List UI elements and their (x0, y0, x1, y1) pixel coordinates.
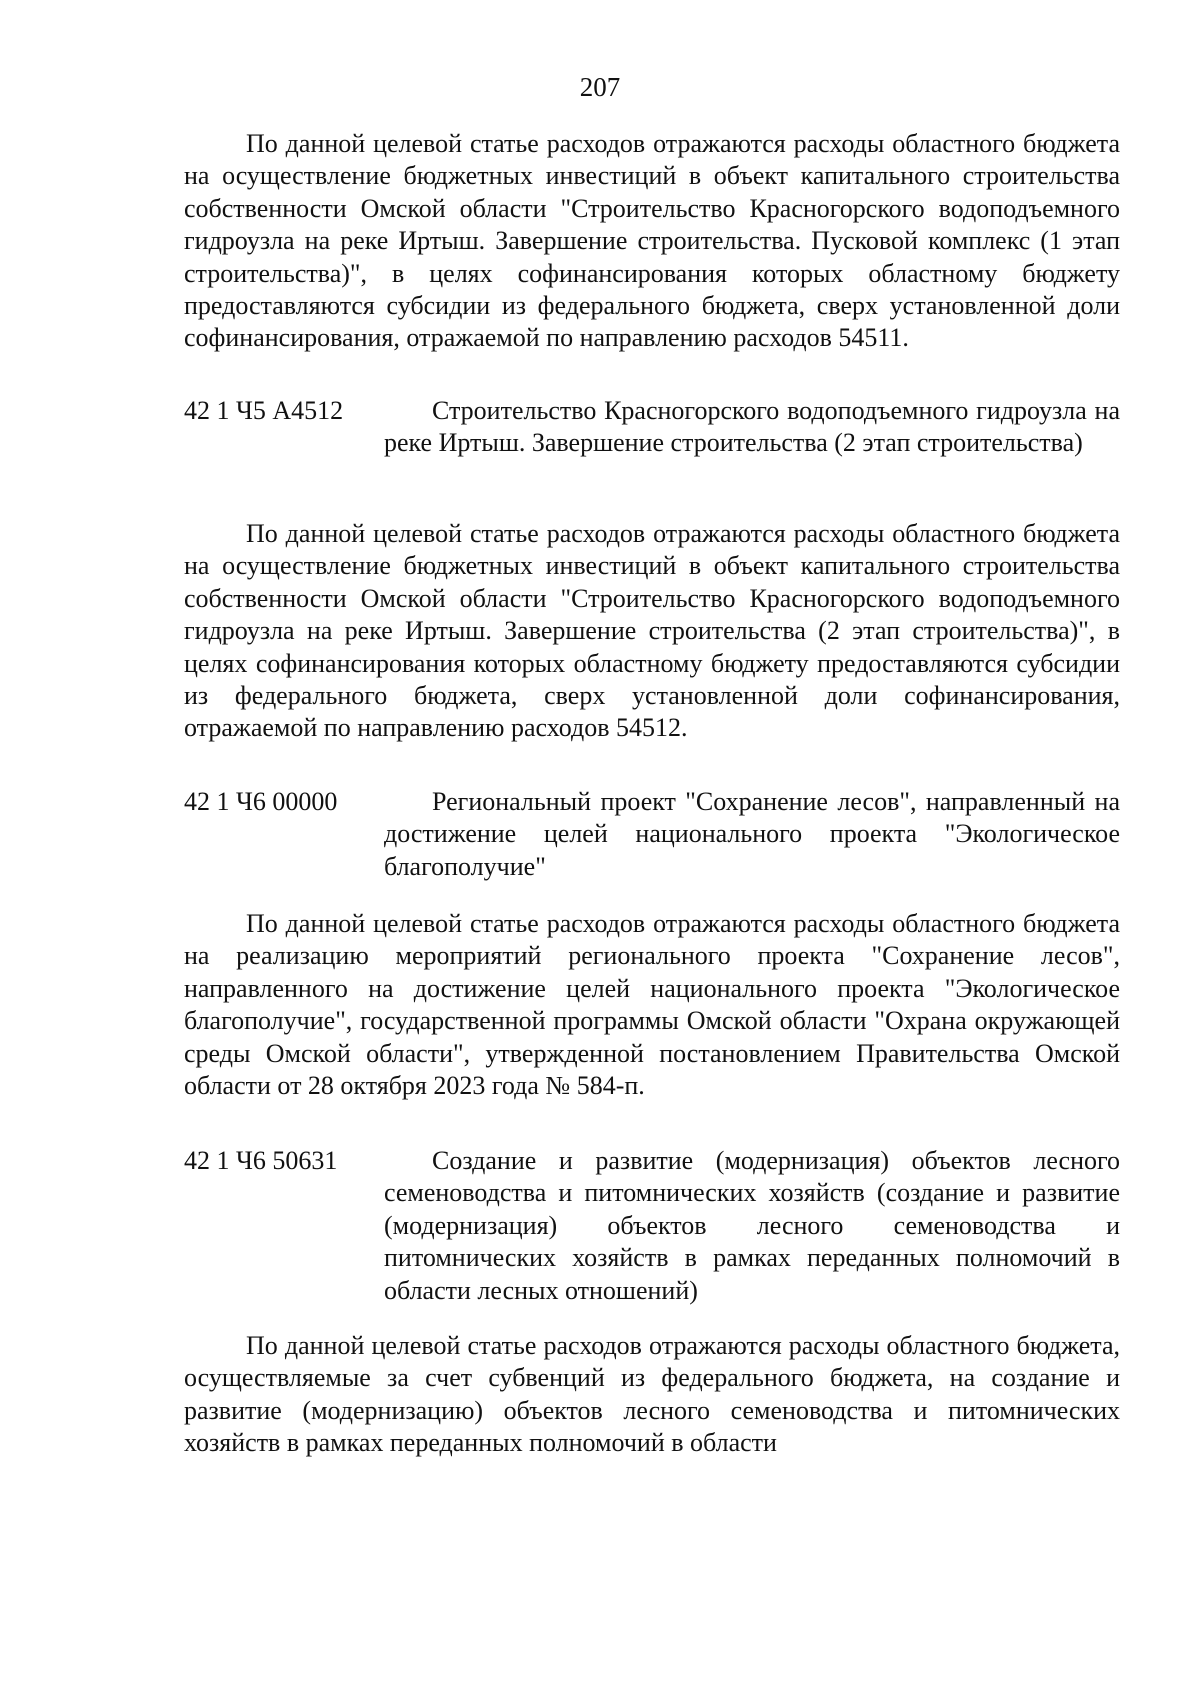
page-number: 207 (579, 72, 621, 102)
code-description: Строительство Красногорского водоподъемного гидроузла на реке Иртыш. Завершение строительства (2 этап строительства) (384, 396, 1120, 458)
code-description: Создание и развитие (модернизация) объектов лесного семеноводства и питомнических хозяйств (создание и развитие (модернизация) объектов лесного семеноводства и питомнических хозяйств в рамках переданных полномочий в области лесных отношений) (384, 1146, 1120, 1305)
budget-code: 42 1 Ч6 50631 (184, 1146, 338, 1175)
code-entry-1 (184, 395, 1120, 460)
code-entry-2 (184, 786, 1120, 883)
budget-code: 42 1 Ч5 А4512 (184, 396, 344, 425)
paragraph-2: По данной целевой статье расходов отражаются расходы областного бюджета на осуществление бюджетных инвестиций в объект капитального строительства собственности Омской области "Строительство Красногорского водоподъемного гидроузла на реке Иртыш. Завершение строительства (2 этап строительства)", в целях софинансирования которых областному бюджету предоставляются субсидии из федерального бюджета, сверх установленной доли софинансирования, отражаемой по направлению расходов 54512. (184, 519, 1120, 743)
budget-code: 42 1 Ч6 00000 (184, 787, 338, 816)
code-entry-3 (184, 1145, 1120, 1307)
code-description: Региональный проект "Сохранение лесов", направленный на достижение целей национального проекта "Экологическое благополучие" (384, 787, 1120, 881)
paragraph-1: По данной целевой статье расходов отражаются расходы областного бюджета на осуществление бюджетных инвестиций в объект капитального строительства собственности Омской области "Строительство Красногорского водоподъемного гидроузла на реке Иртыш. Завершение строительства. Пусковой комплекс (1 этап строительства)", в целях софинансирования которых областному бюджету предоставляются субсидии из федерального бюджета, сверх установленной доли софинансирования, отражаемой по направлению расходов 54511. (184, 129, 1120, 353)
paragraph-4: По данной целевой статье расходов отражаются расходы областного бюджета, осуществляемые за счет субвенций из федерального бюджета, на создание и развитие (модернизацию) объектов лесного семеноводства и питомнических хозяйств в рамках переданных полномочий в области (184, 1331, 1120, 1458)
paragraph-3: По данной целевой статье расходов отражаются расходы областного бюджета на реализацию мероприятий регионального проекта "Сохранение лесов", направленного на достижение целей национального проекта "Экологическое благополучие", государственной программы Омской области "Охрана окружающей среды Омской области", утвержденной постановлением Правительства Омской области от 28 октября 2023 года № 584-п. (184, 909, 1120, 1101)
